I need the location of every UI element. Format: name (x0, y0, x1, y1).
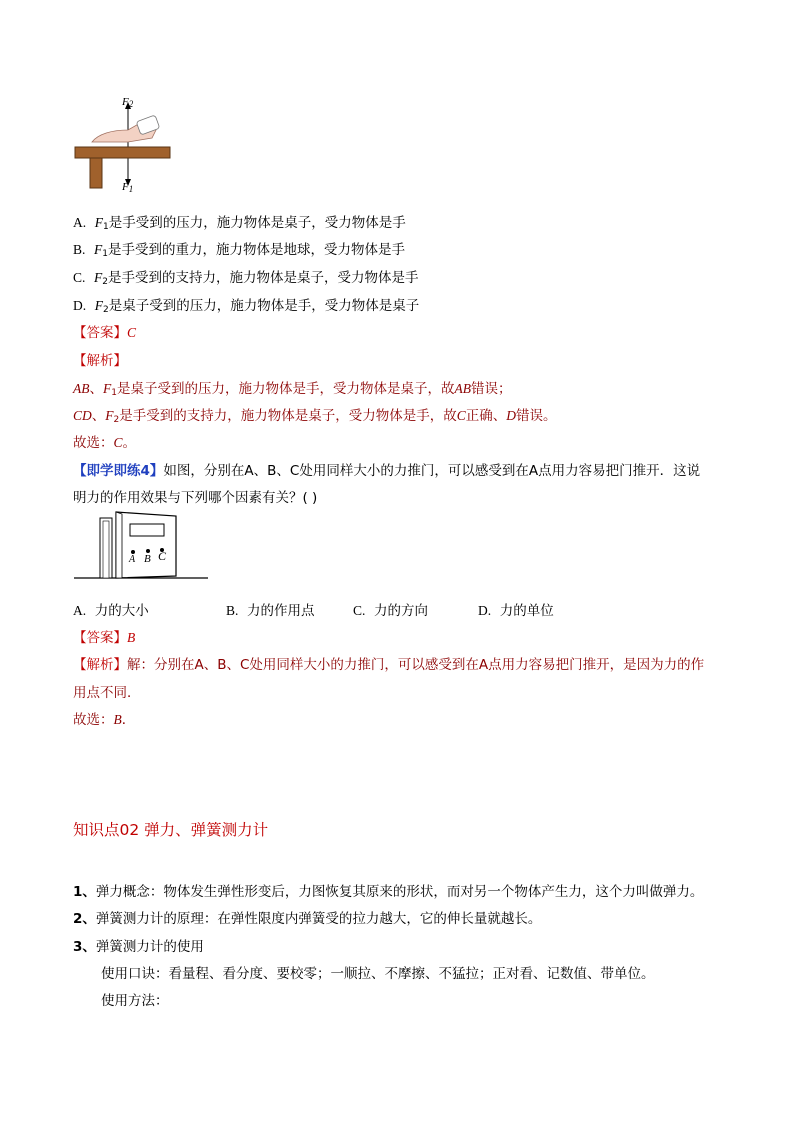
usage-method: 使用方法： (101, 993, 169, 1009)
section-item-1: 1、弹力概念：物体发生弹性形变后，力图恢复其原来的形状，而对另一个物体产生力，这个力叫做弹力。 (73, 884, 704, 900)
usage-mnemonic: 使用口诀：看量程、看分度、要校零；一顺拉、不摩擦、不猛拉；正对看、记数值、带单位。 (101, 966, 655, 982)
q4-analysis-line2: 用点不同． (73, 685, 141, 701)
force-label-f2: $F_2$ (122, 96, 134, 109)
q3-option-a: A. $F_1$是手受到的压力，施力物体是桌子，受力物体是手 (73, 215, 406, 232)
q4-option-b: B. 力的作用点 (226, 603, 315, 619)
q4-option-c: C. 力的方向 (353, 603, 428, 619)
q4-analysis-line1: 【解析】解：分别在A、B、C处用同样大小的力推门，可以感受到在A点用力容易把门推开，是因为力的作 (73, 657, 705, 673)
section-title: 知识点02 弹力、弹簧测力计 (73, 821, 269, 839)
q3-option-d: D. $F_2$是桌子受到的压力，施力物体是手，受力物体是桌子 (73, 298, 420, 315)
q4-option-a: A. 力的大小 (73, 603, 149, 619)
q4-tag: 【即学即练4】 (73, 463, 164, 479)
q3-analysis-label: 【解析】 (73, 353, 127, 369)
door-figure (72, 510, 212, 584)
q3-analysis-line2: CD、$F_2$是手受到的支持力，施力物体是桌子，受力物体是手，故C正确、D错误。 (73, 408, 557, 425)
force-label-f1: $F_1$ (122, 181, 134, 194)
q4-stem-line2: 明力的作用效果与下列哪个因素有关？( ) (73, 490, 318, 506)
q3-analysis-line1: AB、$F_1$是桌子受到的压力，施力物体是手，受力物体是桌子，故AB错误； (73, 381, 512, 398)
door-label-b: B (144, 553, 151, 565)
q4-option-d: D. 力的单位 (478, 603, 554, 619)
q3-choose: 故选：C。 (73, 435, 137, 451)
door-label-a: A (129, 554, 136, 565)
hand-table-figure (72, 94, 176, 194)
q4-choose: 故选：B． (73, 712, 136, 728)
q3-answer: 【答案】C (73, 325, 137, 341)
section-item-3: 3、弹簧测力计的使用 (73, 939, 204, 955)
q4-stem-line1: 【即学即练4】如图，分别在A、B、C处用同样大小的力推门，可以感受到在A点用力容易把门推开．这说 (73, 463, 701, 479)
section-item-2: 2、弹簧测力计的原理：在弹性限度内弹簧受的拉力越大，它的伸长量就越长。 (73, 911, 542, 927)
q3-option-b: B. $F_1$是手受到的重力，施力物体是地球，受力物体是手 (73, 242, 405, 259)
q3-option-c: C. $F_2$是手受到的支持力，施力物体是桌子，受力物体是手 (73, 270, 419, 287)
door-label-c: C (158, 549, 167, 563)
q4-answer: 【答案】B (73, 630, 136, 646)
